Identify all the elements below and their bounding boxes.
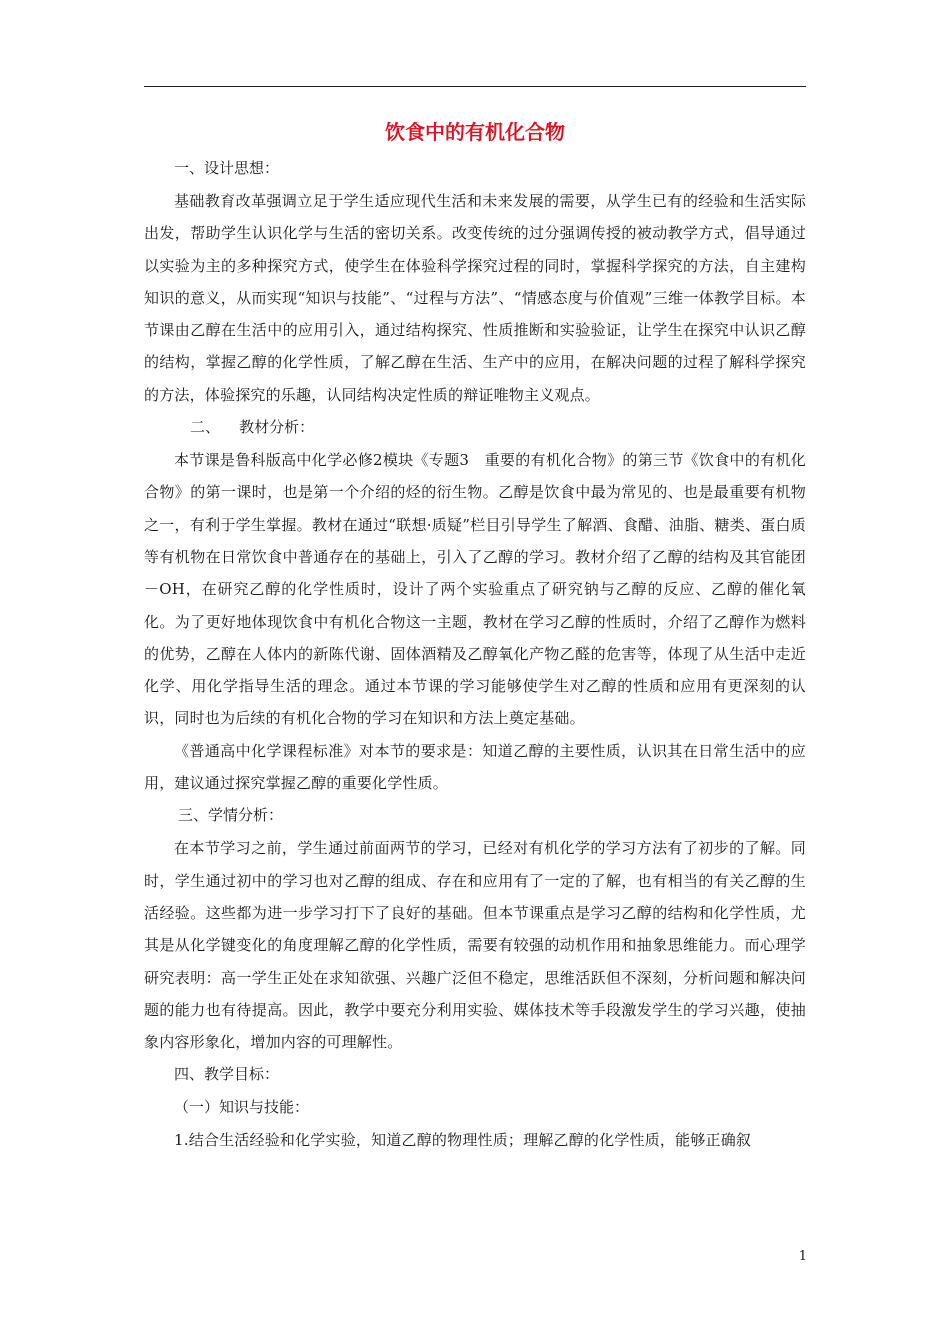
section-heading-design: 一、设计思想： — [174, 159, 280, 177]
goal-item-1: 1.结合生活经验和化学实验，知道乙醇的物理性质；理解乙醇的化学性质，能够正确叙 — [174, 1131, 752, 1150]
document-title: 饮食中的有机化合物 — [385, 120, 565, 144]
section-heading-goals: 四、教学目标： — [174, 1065, 280, 1084]
paragraph-design: 基础教育改革强调立足于学生适应现代生活和未来发展的需要，从学生已有的经验和生活实际出发，帮助学生认识化学与生活的密切关系。改变传统的过分强调传授的被动教学方式，倡导通过以实验为主的多种探究方式，使学生在体验科学探究过程的同时，掌握科学探究的方法，自主建构知识的意义，从而实现“知识与技能”、“过程与方法”、“情感态度与价值观”三维一体教学目标。本节课由乙醇在生活中的应用引入，通过结构探究、性质推断和实验验证，让学生在探究中认识乙醇的结构，掌握乙醇的化学性质，了解乙醇在生活、生产中的应用，在解决问题的过程了解科学探究的方法，体验探究的乐趣，认同结构决定性质的辩证唯物主义观点。 — [144, 192, 806, 404]
paragraph-textbook-1: 本节课是鲁科版高中化学必修2模块《专题3 重要的有机化合物》的第三节《饮食中的有机化合物》的第一课时，也是第一个介绍的烃的衍生物。乙醇是饮食中最为常见的、也是最重要有机物之一，有利于学生掌握。教材在通过“联想·质疑”栏目引导学生了解酒、食醋、油脂、糖类、蛋白质等有机物在日常饮食中普通存在的基础上，引入了乙醇的学习。教材介绍了乙醇的结构及其官能团－OH，在研究乙醇的化学性质时，设计了两个实验重点了研究钠与乙醇的反应、乙醇的催化氧化。为了更好地体现饮食中有机化合物这一主题，教材在学习乙醇的性质时，介绍了乙醇作为燃料的优势，乙醇在人体内的新陈代谢、固体酒精及乙醇氧化产物乙醛的危害等，体现了从生活中走近化学、用化学指导生活的理念。通过本节课的学习能够使学生对乙醇的性质和应用有更深刻的认识，同时也为后续的有机化合物的学习在知识和方法上奠定基础。 — [144, 451, 806, 728]
header-rule — [144, 86, 806, 87]
section-heading-textbook: 二、 教材分析： — [190, 418, 315, 437]
section-heading-students: 三、学情分析： — [178, 806, 284, 825]
page-number: 1 — [798, 1249, 807, 1264]
paragraph-textbook-2: 《普通高中化学课程标准》对本节的要求是：知道乙醇的主要性质，认识其在日常生活中的应用，建议通过探究掌握乙醇的重要化学性质。 — [144, 741, 806, 793]
subheading-knowledge-skills: （一）知识与技能： — [174, 1098, 310, 1117]
document-body — [144, 118, 806, 1157]
paragraph-students: 在本节学习之前，学生通过前面两节的学习，已经对有机化学的学习方法有了初步的了解。同时，学生通过初中的学习也对乙醇的组成、存在和应用有了一定的了解，也有相当的有关乙醇的生活经验。这些都为进一步学习打下了良好的基础。但本节课重点是学习乙醇的结构和化学性质，尤其是从化学键变化的角度理解乙醇的化学性质，需要有较强的动机作用和抽象思维能力。而心理学研究表明：高一学生正处在求知欲强、兴趣广泛但不稳定，思维活跃但不深刻，分析问题和解决问题的能力也有待提高。因此，教学中要充分利用实验、媒体技术等手段激发学生的学习兴趣，使抽象内容形象化，增加内容的可理解性。 — [144, 839, 806, 1052]
